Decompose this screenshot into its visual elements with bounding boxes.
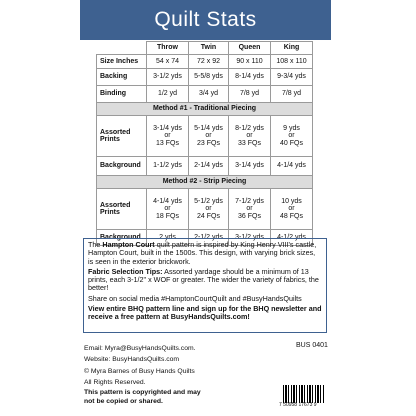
column-header: Twin xyxy=(189,42,229,55)
table-cell: 5-1/4 yds or 23 FQs xyxy=(189,116,229,157)
table-cell: 1/2 yd xyxy=(147,86,189,103)
table-row xyxy=(97,86,313,103)
section-title: Method #1 - Traditional Piecing xyxy=(97,103,313,116)
section-title: Method #2 - Strip Piecing xyxy=(97,176,313,189)
table-cell: 3-1/4 yds xyxy=(229,157,271,176)
quilt-stats-table xyxy=(96,41,313,246)
table-cell: 54 x 74 xyxy=(147,55,189,69)
table-cell: 3-1/4 yds or 13 FQs xyxy=(147,116,189,157)
table-row xyxy=(97,69,313,86)
table-row xyxy=(97,116,313,157)
intro-paragraph: The Hampton Court quilt pattern is inspired by King Henry VIII's castle, Hampton Court, built in the 1500s. This design, with varying brick sizes, is seen in the exterior brickwork. xyxy=(88,240,317,266)
row-label: Binding xyxy=(97,86,147,103)
table-cell: 7/8 yd xyxy=(229,86,271,103)
table-cell: 2 yds xyxy=(147,230,189,246)
barcode xyxy=(279,385,327,409)
table-cell: 7/8 yd xyxy=(271,86,313,103)
row-label: Assorted Prints xyxy=(97,116,147,157)
quilt-stats-header xyxy=(80,0,331,40)
row-label: Assorted Prints xyxy=(97,189,147,230)
copyright-line: © Myra Barnes of Busy Hands Quilts xyxy=(84,367,195,375)
barcode-bars xyxy=(283,385,325,403)
table-cell: 2-1/4 yds xyxy=(189,157,229,176)
table-cell: 5-1/2 yds or 24 FQs xyxy=(189,189,229,230)
method-2-section-row xyxy=(97,176,313,189)
table-cell: 90 x 110 xyxy=(229,55,271,69)
table-cell: 4-1/4 yds or 18 FQs xyxy=(147,189,189,230)
row-label: Backing xyxy=(97,69,147,86)
row-label: Size Inches xyxy=(97,55,147,69)
table-cell: 72 x 92 xyxy=(189,55,229,69)
table-cell: 7-1/2 yds or 36 FQs xyxy=(229,189,271,230)
barcode-number: 7 50958 17673 9 xyxy=(279,402,317,408)
table-cell: 8-1/4 yds xyxy=(229,69,271,86)
page-title: Quilt Stats xyxy=(154,8,257,31)
row-label: Background xyxy=(97,157,147,176)
rights-line: All Rights Reserved. xyxy=(84,378,146,386)
column-header: King xyxy=(271,42,313,55)
contact-footer xyxy=(84,343,201,406)
pattern-description-box xyxy=(83,238,327,333)
table-cell: 8-1/2 yds or 33 FQs xyxy=(229,116,271,157)
table-cell: 3/4 yd xyxy=(189,86,229,103)
column-header: Throw xyxy=(147,42,189,55)
fabric-tips-paragraph: Fabric Selection Tips: Assorted yardage should be a minimum of 13 prints, each 3-1/2" x WOF or greater. The wider the variety of fabrics, the better! xyxy=(88,266,319,293)
copyright-notice: This pattern is copyrighted and may not be copied or shared. xyxy=(84,389,201,405)
table-cell: 10 yds or 48 FQs xyxy=(271,189,313,230)
table-row xyxy=(97,157,313,176)
table-cell: 108 x 110 xyxy=(271,55,313,69)
method-1-section-row xyxy=(97,103,313,116)
table-cell: 4-1/2 yds xyxy=(271,230,313,246)
table-cell: 2-1/2 yds xyxy=(189,230,229,246)
table-cell: 5-5/8 yds xyxy=(189,69,229,86)
share-line: Share on social media #HamptonCourtQuilt and #BusyHandsQuilts xyxy=(88,293,302,303)
product-code: BUS 0401 xyxy=(296,342,328,349)
table-cell: 3-1/2 yds xyxy=(147,69,189,86)
table-cell: 4-1/4 yds xyxy=(271,157,313,176)
corner-cell xyxy=(97,42,147,55)
newsletter-cta: View entire BHQ pattern line and sign up for the BHQ newsletter and receive a free pattern at BusyHandsQuilts.com! xyxy=(88,304,322,322)
row-label: Background xyxy=(97,230,147,246)
table-cell: 1-1/2 yds xyxy=(147,157,189,176)
table-header-row xyxy=(97,42,313,55)
table-row xyxy=(97,55,313,69)
email-line: Email: Myra@BusyHandsQuilts.com. xyxy=(84,345,196,352)
table-cell: 9 yds or 40 FQs xyxy=(271,116,313,157)
table-row xyxy=(97,189,313,230)
table-cell: 3-1/2 yds xyxy=(229,230,271,246)
table-cell: 9-3/4 yds xyxy=(271,69,313,86)
column-header: Queen xyxy=(229,42,271,55)
website-line: Website: BusyHandsQuilts.com xyxy=(84,356,180,364)
